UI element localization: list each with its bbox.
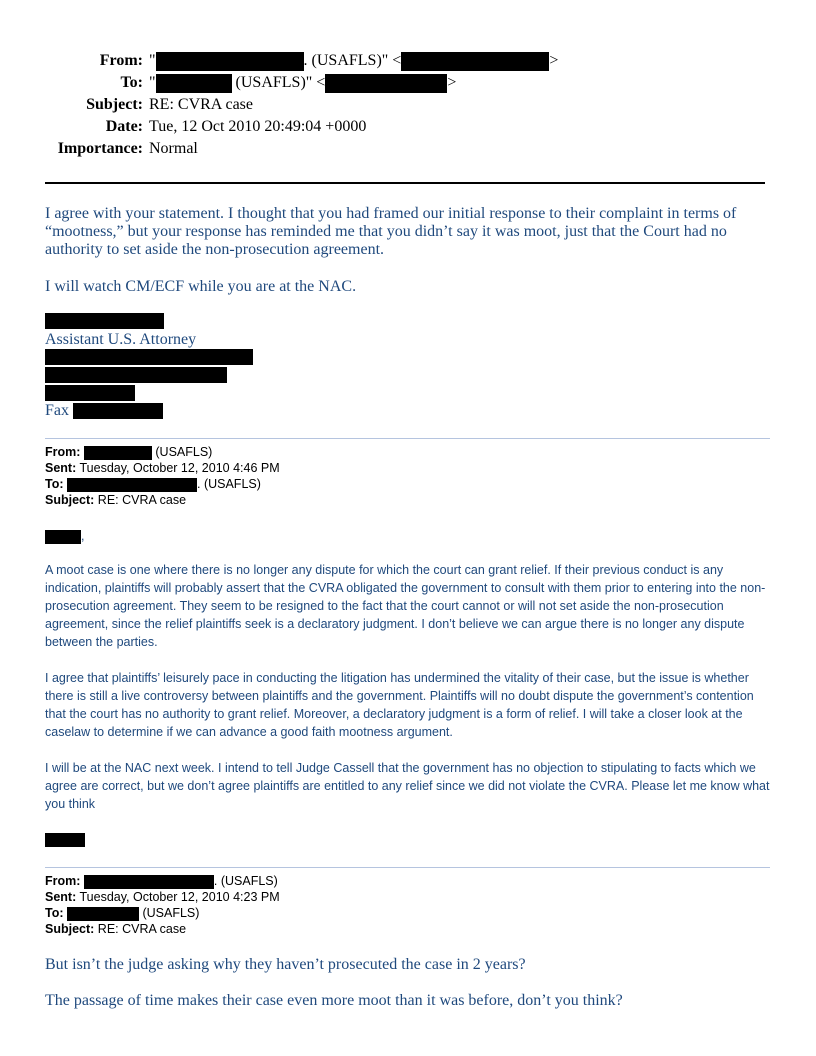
msg3-sent-value: Tuesday, October 12, 2010 4:23 PM [79, 890, 280, 904]
msg3-to-label: To: [45, 906, 64, 920]
msg3-to-row [45, 905, 199, 921]
msg2-paragraph-1: A moot case is one where there is no longer any dispute for which the court can grant relief. If their previous conduct is any indication, plaintiffs will probably assert that the CVRA obligated the government to consult with them prior to entering into the non-prosecution agreement. They seem to be resigned to the fact that the court cannot or will not set aside the non-prosecution agreement, since the relief plaintiffs seek is a declaratory judgment. I don’t believe we can argue there is no longer any dispute between the parties. [45, 563, 766, 649]
msg2-subject-value: RE: CVRA case [97, 493, 187, 507]
msg3-from-label: From: [45, 874, 81, 888]
msg2-subject-label: Subject: [45, 493, 95, 507]
msg2-paragraph-2: I agree that plaintiffs’ leisurely pace in conducting the litigation has undermined the vitality of their case, but the issue is whether there is still a live controversy between plaintiffs and the government. Plaintiffs will no doubt dispute the government’s contention that the court has no authority to grant relief. Moreover, a declaratory judgment is a form of relief. I will take a closer look at the caselaw to determine if we can advance a good faith mootness argument. [45, 671, 754, 739]
message-separator [45, 867, 770, 868]
header-subject-row [0, 96, 816, 118]
header-date-label: Date: [105, 118, 143, 135]
header-from-suffix: > [549, 52, 559, 70]
msg3-subject-row [45, 921, 186, 937]
redaction-block [45, 530, 81, 544]
msg3-sent-label: Sent: [45, 890, 77, 904]
header-importance-row [0, 140, 816, 162]
redaction-block [45, 313, 164, 329]
header-from-value [149, 52, 558, 71]
header-date-row [0, 118, 816, 140]
header-to-mid: (USAFLS)" < [231, 74, 326, 92]
redaction-block [45, 349, 253, 365]
msg3-subject-label: Subject: [45, 922, 95, 936]
msg3-sent-row [45, 889, 280, 905]
msg2-paragraph-3: I will be at the NAC next week. I intend to tell Judge Cassell that the government has no objection to stipulating to facts which we agree are correct, but we don’t agree plaintiffs are entitled to any relief since we did not violate the CVRA. Please let me know what you think [45, 761, 770, 811]
msg2-from-label: From: [45, 445, 81, 459]
header-importance-value: Normal [149, 140, 198, 157]
header-to-suffix: > [447, 74, 457, 92]
msg3-subject-value: RE: CVRA case [97, 922, 187, 936]
header-subject-value: RE: CVRA case [149, 96, 253, 113]
signature-fax [45, 402, 163, 420]
msg3-paragraph-2: The passage of time makes their case even more moot than it was before, don’t you think? [45, 992, 623, 1009]
msg2-sent-label: Sent: [45, 461, 77, 475]
header-from-mid: . (USAFLS)" < [303, 52, 402, 70]
header-to-value [149, 74, 456, 93]
redaction-block [325, 74, 447, 93]
msg2-sent-row [45, 460, 280, 476]
message-separator [45, 438, 770, 439]
redaction-block [67, 478, 197, 492]
msg3-to-suffix: (USAFLS) [139, 906, 200, 920]
reply1-paragraph-2: I will watch CM/ECF while you are at the NAC. [45, 278, 357, 295]
redaction-block [67, 907, 139, 921]
redaction-block [84, 446, 152, 460]
msg2-from-row [45, 444, 212, 460]
msg2-greeting [45, 527, 770, 545]
signature-fax-label: Fax [45, 402, 69, 419]
header-importance-label: Importance: [57, 140, 143, 157]
msg2-greeting-comma: , [81, 529, 85, 543]
header-to-row [0, 74, 816, 96]
redaction-block [45, 385, 135, 401]
redaction-block [401, 52, 549, 71]
msg2-subject-row [45, 492, 186, 508]
msg2-to-suffix: . (USAFLS) [197, 477, 261, 491]
signature-title: Assistant U.S. Attorney [45, 331, 197, 348]
msg3-from-suffix: . (USAFLS) [213, 874, 278, 888]
header-to-prefix: " [149, 74, 156, 92]
reply1-paragraph-1: I agree with your statement. I thought that you had framed our initial response to their complaint in terms of “mootness,” but your response has reminded me that you didn’t say it was moot, just that the Court had no authority to set aside the non-prosecution agreement. [45, 205, 737, 258]
redaction-block [156, 74, 232, 93]
msg2-sent-value: Tuesday, October 12, 2010 4:46 PM [79, 461, 280, 475]
header-divider [45, 182, 765, 184]
header-from-prefix: " [149, 52, 156, 70]
msg3-from-row [45, 873, 278, 889]
header-subject-label: Subject: [86, 96, 143, 113]
redaction-block [45, 367, 227, 383]
msg3-paragraph-1: But isn’t the judge asking why they haven’t prosecuted the case in 2 years? [45, 956, 526, 973]
header-date-value: Tue, 12 Oct 2010 20:49:04 +0000 [149, 118, 367, 135]
msg2-to-label: To: [45, 477, 64, 491]
msg2-to-row [45, 476, 261, 492]
msg2-from-suffix: (USAFLS) [151, 445, 213, 459]
redaction-block [45, 833, 85, 847]
redaction-block [84, 875, 214, 889]
redaction-block [73, 403, 163, 419]
header-from-row [0, 52, 816, 74]
header-to-label: To: [120, 74, 143, 91]
header-from-label: From: [99, 52, 143, 69]
redaction-block [156, 52, 304, 71]
